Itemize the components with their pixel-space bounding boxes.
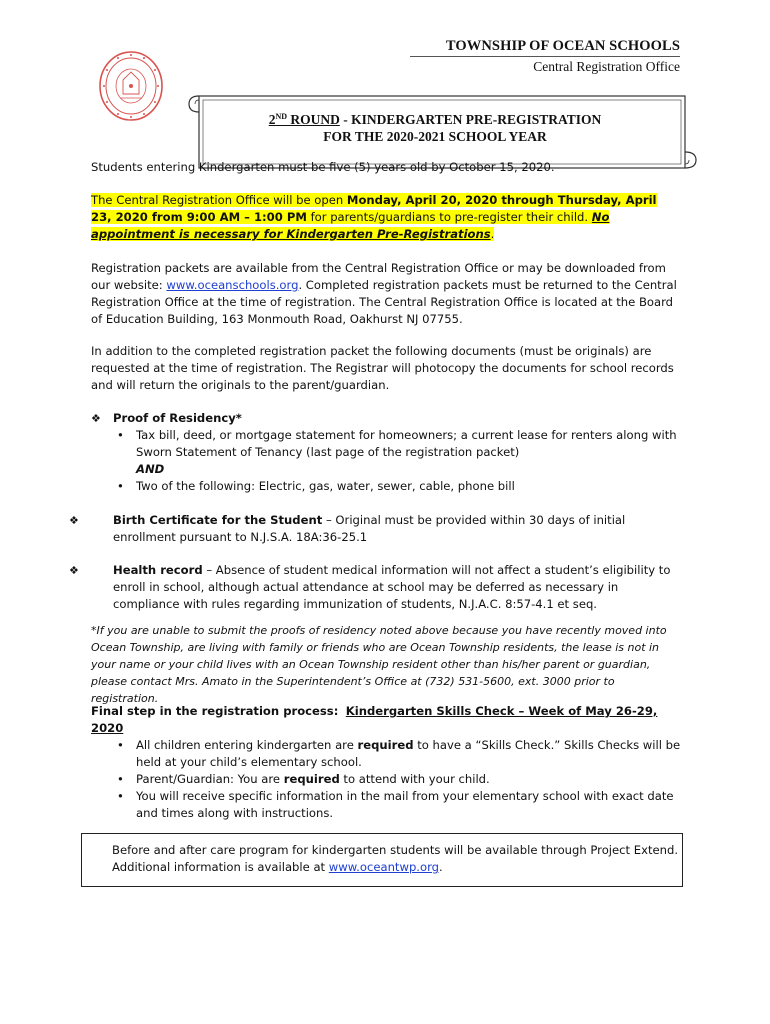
header-divider bbox=[410, 56, 680, 57]
final-step-section bbox=[91, 703, 681, 822]
office-name: Central Registration Office bbox=[533, 59, 680, 74]
township-seal-logo bbox=[98, 50, 164, 122]
banner-line-2: FOR THE 2020-2021 SCHOOL YEAR bbox=[323, 129, 547, 144]
before-after-care-box: Before and after care program for kindergarten students will be available through Project Extend. Additional information is available at www.oceantwp.org. bbox=[81, 833, 683, 887]
documents-paragraph: In addition to the completed registration packet the following documents (must be originals) are requested at the time of registration. The Registrar will photocopy the documents for school records and will return the originals to the parent/guardian. bbox=[91, 344, 674, 392]
packets-paragraph: Registration packets are available from the Central Registration Office or may be downloaded from our website: www.oceanschools.org. Completed registration packets must be returned to the Central Registration Office at the time of registration. The Central Registration Office is located at the Board of Education Building, 163 Monmouth Road, Oakhurst NJ 07755. bbox=[91, 261, 677, 326]
diamond-bullet-icon: ❖ bbox=[69, 564, 79, 577]
final-step-label: Final step in the registration process: bbox=[91, 704, 339, 718]
organization-name: TOWNSHIP OF OCEAN SCHOOLS bbox=[445, 38, 680, 54]
residency-section bbox=[91, 410, 681, 495]
health-record-section: ❖ Health record – Absence of student medical information will not affect a student’s eligibility to enroll in school, although actual attendance at school may be deferred as necessary in compliance with rules regarding immunization of students, N.J.A.C. 8:57-4.1 et seq. bbox=[69, 563, 671, 611]
birth-certificate-section: ❖ Birth Certificate for the Student – Original must be provided within 30 days of initial enrollment pursuant to N.J.S.A. 18A:36-25.1 bbox=[69, 513, 626, 544]
list-item: • You will receive specific information in the mail from your elementary school with exact date and times along with instructions. bbox=[117, 789, 674, 820]
list-item: • Tax bill, deed, or mortgage statement for homeowners; a current lease for renters along with Sworn Statement of Tenancy (last page of the registration packet) AND bbox=[117, 428, 677, 476]
open-dates-paragraph: The Central Registration Office will be open Monday, April 20, 2020 through Thursday, April 23, 2020 from 9:00 AM – 1:00 PM for parents/guardians to pre-register their child. No appointment is necessary for Kindergarten Pre-Registrations. bbox=[91, 193, 657, 241]
diamond-bullet-icon: ❖ bbox=[69, 514, 79, 527]
banner-line-1: 2ND ROUND - KINDERGARTEN PRE-REGISTRATION bbox=[268, 112, 602, 127]
letterhead bbox=[260, 37, 680, 75]
residency-note: *If you are unable to submit the proofs of residency noted above because you have recently moved into Ocean Township, are living with family or friends who are Ocean Township residents, the lease is not in your name or your child lives with an Ocean Township resident other than his/her parent or guardian, please contact Mrs. Amato in the Superintendent’s Office at (732) 531-5600, ext. 3000 prior to registration. bbox=[91, 624, 667, 705]
list-item: • Parent/Guardian: You are required to attend with your child. bbox=[117, 772, 490, 786]
skills-check-heading: Kindergarten Skills Check – Week of May 26-29, 2020 bbox=[91, 704, 658, 735]
diamond-bullet-icon: ❖ bbox=[91, 412, 101, 425]
ocean-schools-link[interactable]: www.oceanschools.org bbox=[166, 278, 299, 292]
list-item: • All children entering kindergarten are required to have a “Skills Check.” Skills Checks will be held at your child’s elementary school. bbox=[117, 738, 681, 769]
and-label: AND bbox=[136, 462, 165, 476]
residency-heading: Proof of Residency* bbox=[113, 411, 242, 425]
ocean-twp-link[interactable]: www.oceantwp.org bbox=[328, 860, 440, 874]
round-label: 2ND ROUND bbox=[268, 112, 340, 127]
banner-title bbox=[200, 108, 670, 145]
age-requirement: Students entering Kindergarten must be five (5) years old by October 15, 2020. bbox=[91, 160, 555, 174]
list-item: • Two of the following: Electric, gas, water, sewer, cable, phone bill bbox=[117, 479, 515, 493]
